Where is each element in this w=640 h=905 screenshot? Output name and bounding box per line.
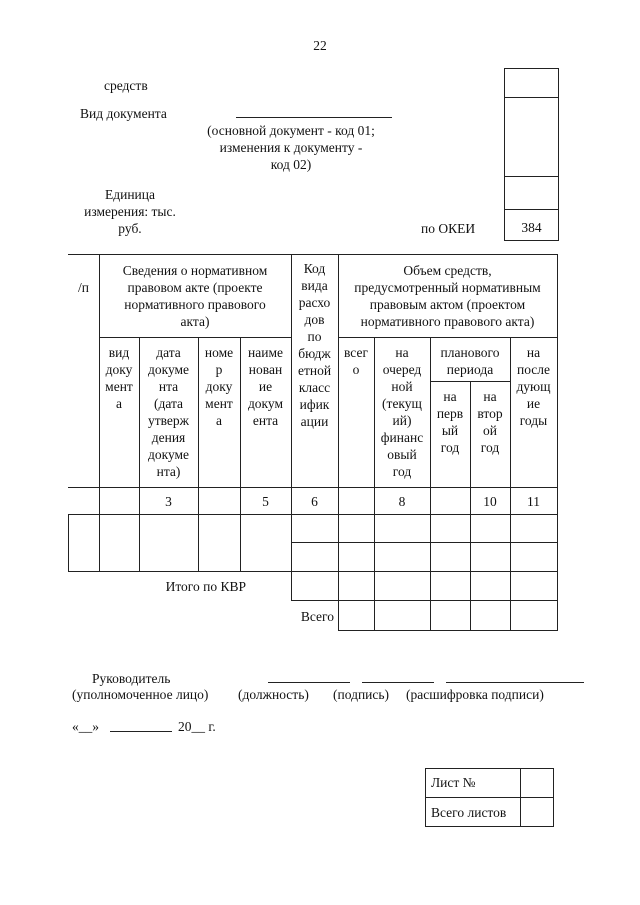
sub-second-year-header: на втор ой год — [477, 389, 503, 455]
itogo-kvr-label: Итого по КВР — [165, 579, 246, 594]
decode-line — [446, 682, 584, 683]
sub-doc-type-header: вид доку мент а — [105, 345, 133, 411]
code-box-divider — [504, 209, 559, 210]
table-vline — [430, 337, 431, 630]
code-box-divider — [504, 176, 559, 177]
head-label: Руководитель — [92, 671, 171, 686]
signature-line — [362, 682, 434, 683]
sub-first-year-header: на перв ый год — [436, 389, 464, 455]
col-number-8: 8 — [398, 494, 406, 509]
sign-label: (подпись) — [333, 687, 390, 702]
table-line-bottom — [338, 630, 558, 631]
sub-doc-date-header: дата докуме нта (дата утверж дения докуме нта) — [147, 345, 190, 479]
sub-doc-name-header: наиме нован ие докум ента — [247, 345, 284, 428]
plan-period-header: планового периода — [440, 345, 500, 377]
col-number-10: 10 — [483, 494, 497, 509]
doc-type-note: (основной документ - код 01; изменения к документу - код 02) — [207, 123, 375, 172]
table-line-top — [68, 254, 558, 255]
sub-doc-number-header: номе р доку мент а — [204, 345, 234, 428]
date-month-line — [110, 731, 172, 732]
authorized-person-label: (уполномоченное лицо) — [72, 687, 209, 702]
sheet-box-divider — [425, 797, 554, 798]
kvr-code-header: Код вида расхо дов по бюдж етной класс ифик ации — [297, 261, 332, 429]
sredstv-label: средств — [104, 78, 148, 93]
table-line-row — [291, 542, 558, 543]
col-np-header: /п — [78, 280, 89, 295]
col-number-6: 6 — [311, 494, 318, 509]
code-box-column — [504, 68, 559, 241]
page-number: 22 — [313, 38, 327, 53]
sheet-box-vline — [520, 768, 521, 827]
normative-act-header: Сведения о нормативном правовом акте (проекте нормативного правового акта) — [122, 263, 268, 329]
table-line-header-bottom — [68, 487, 558, 488]
table-line-normative-sub — [99, 337, 291, 338]
sub-following-years-header: на после дующ ие годы — [516, 345, 551, 428]
vsego-label: Всего — [300, 609, 334, 624]
okei-code: 384 — [521, 220, 542, 235]
decode-label: (расшифровка подписи) — [406, 687, 544, 702]
col-number-3: 3 — [165, 494, 172, 509]
table-vline — [68, 514, 69, 571]
sub-total-header: всег о — [344, 345, 368, 377]
col-number-5: 5 — [262, 494, 269, 509]
table-line-numbers-bottom — [68, 514, 558, 515]
total-sheets-label: Всего листов — [431, 805, 507, 820]
col-number-11: 11 — [527, 494, 540, 509]
volume-header: Объем средств, предусмотренный нормативным правовым актом (проектом нормативного правового акта) — [354, 263, 541, 329]
doc-type-label: Вид документа — [80, 106, 167, 121]
table-line-volume-sub — [338, 337, 558, 338]
code-box-divider — [504, 97, 559, 98]
table-line-row — [68, 571, 558, 572]
okei-label: по ОКЕИ — [421, 221, 476, 236]
date-day: «__» — [72, 719, 99, 734]
table-vline — [557, 254, 558, 630]
unit-label: Единица измерения: тыс. руб. — [84, 187, 176, 236]
sub-current-year-header: на очеред ной (текущ ий) финанс овый год — [380, 345, 424, 479]
position-line — [268, 682, 350, 683]
sheet-number-label: Лист № — [431, 775, 476, 790]
doc-type-line — [236, 117, 392, 118]
table-line-row — [291, 600, 558, 601]
position-label: (должность) — [238, 687, 309, 702]
date-year: 20__ г. — [178, 719, 216, 734]
